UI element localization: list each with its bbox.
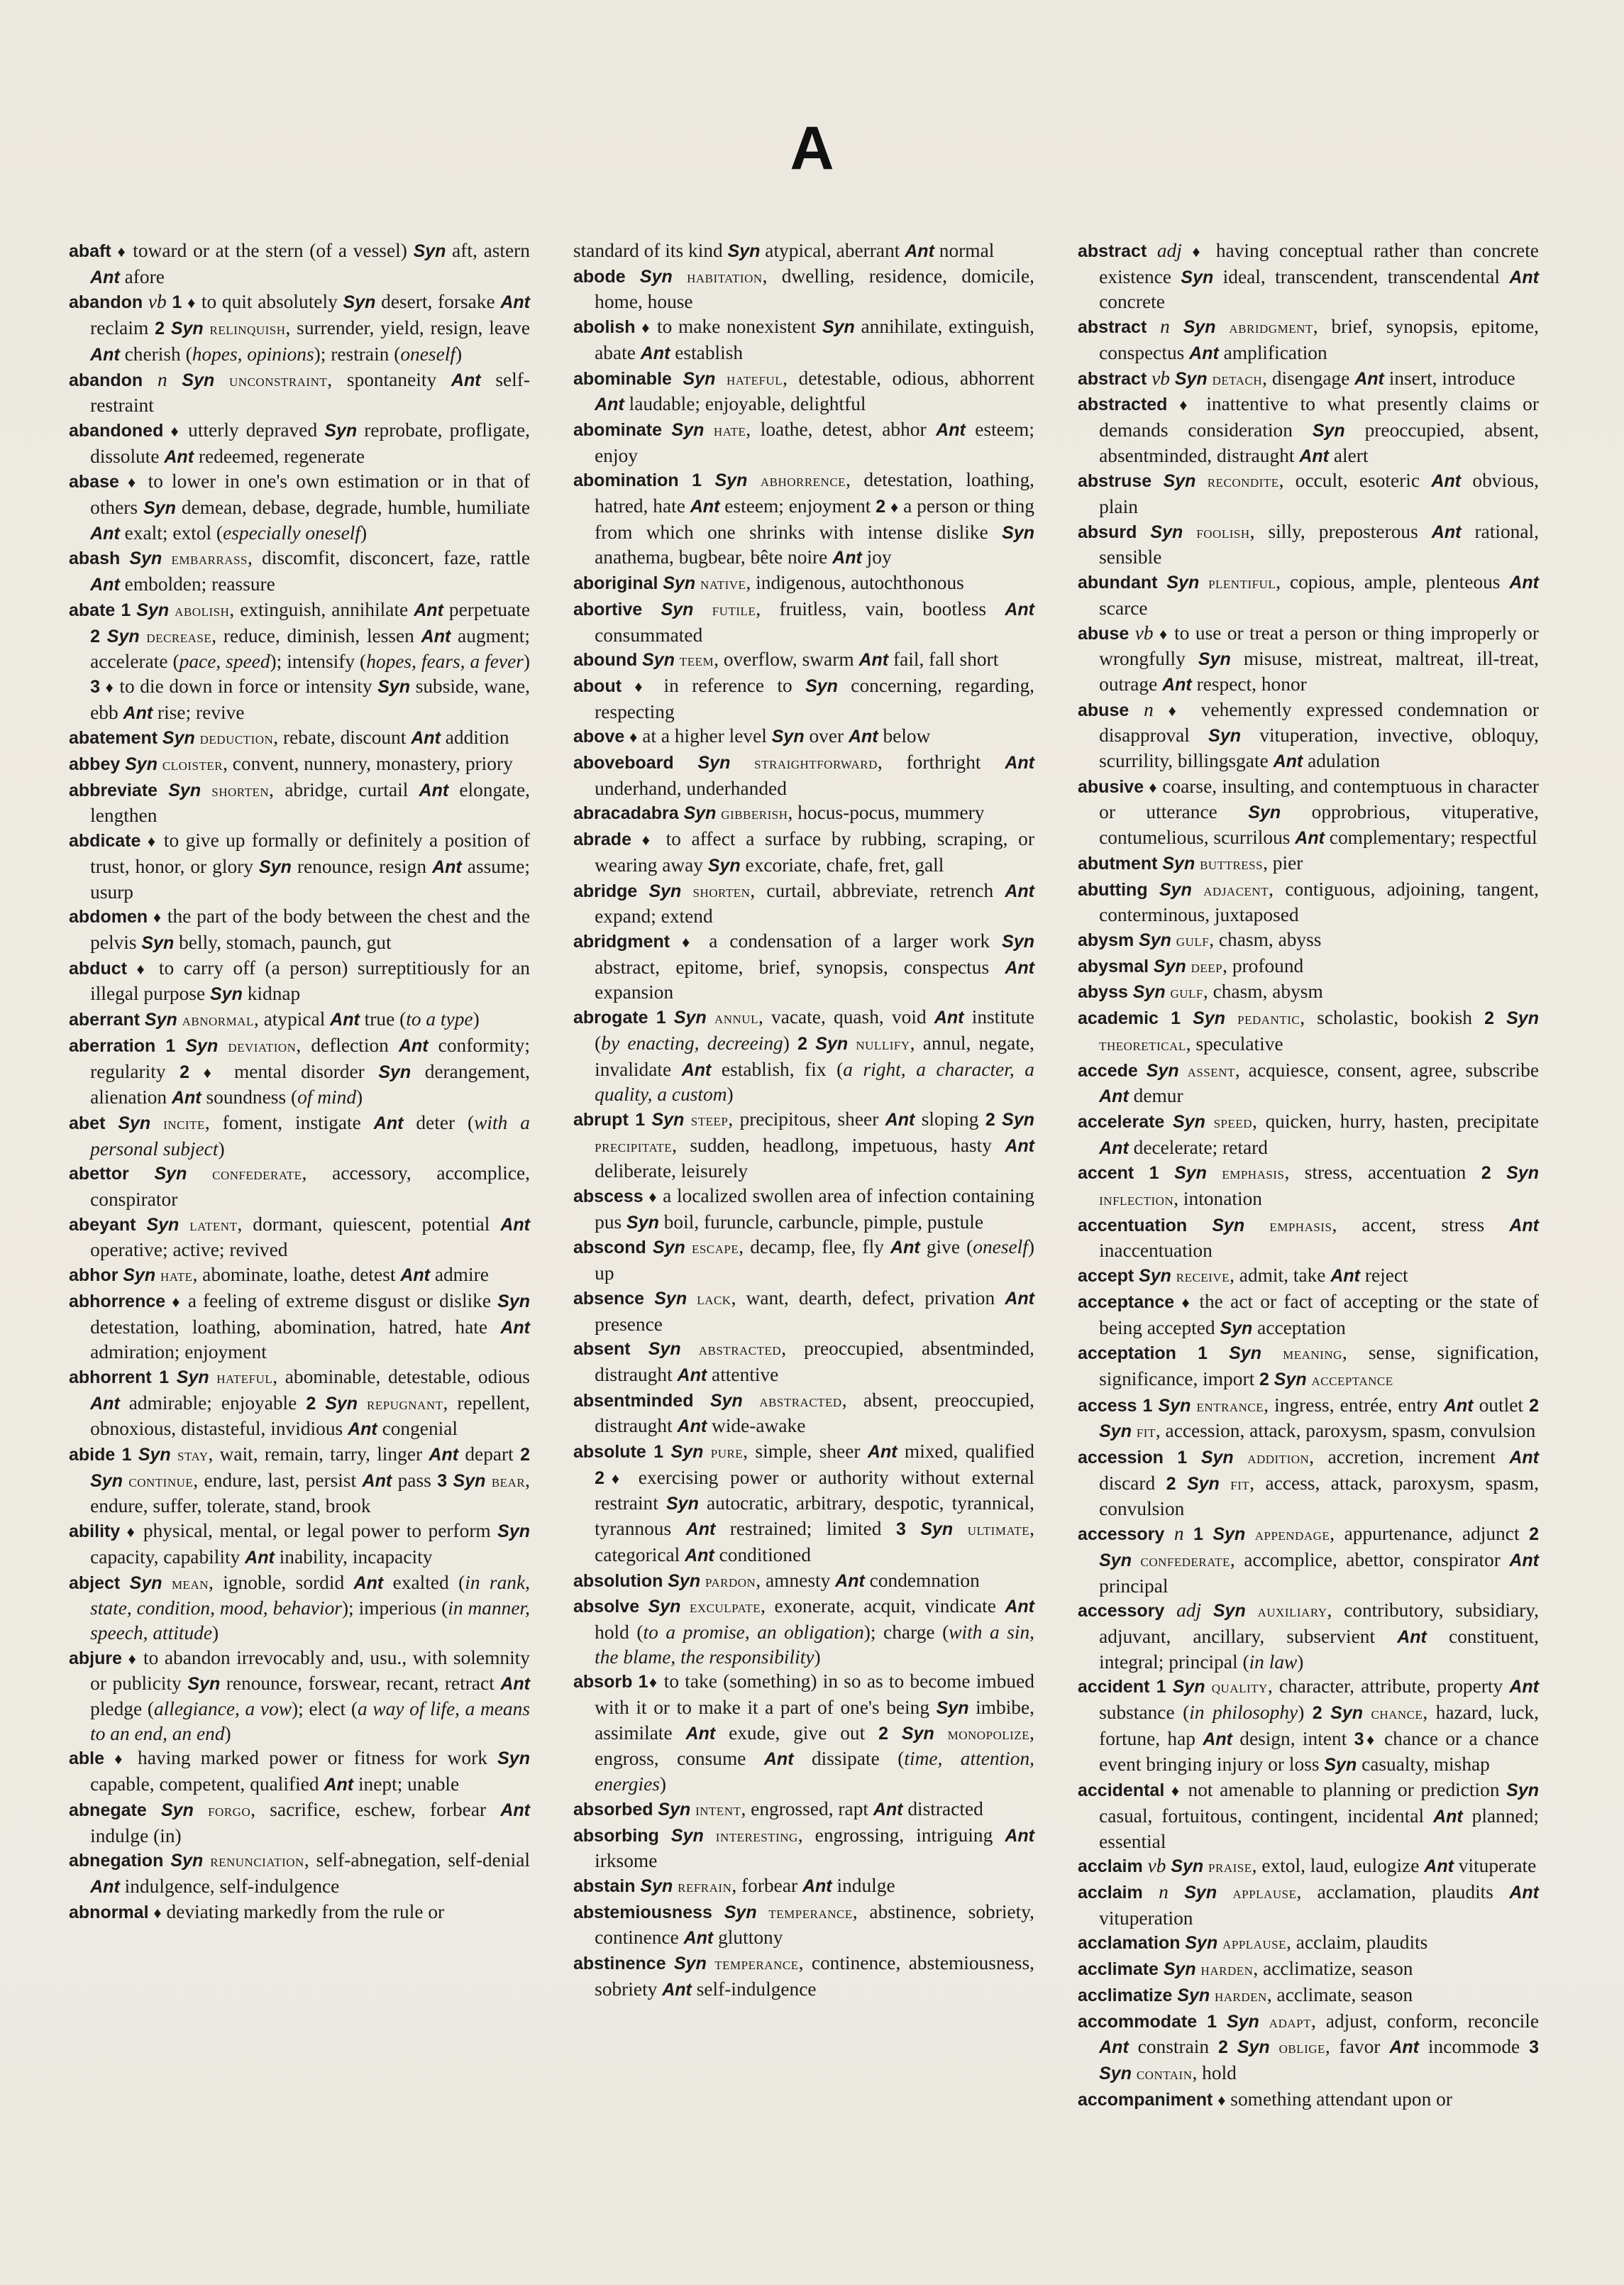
dictionary-entry: abysm Syn gulf, chasm, abyss <box>1078 928 1322 950</box>
dictionary-entry: abolish ♦ to make nonexistent Syn annihilate, extinguish, abate Ant establish <box>573 316 1034 363</box>
dictionary-entry: abstinence Syn temperance, continence, abstemiousness, sobriety Ant self-indulgence <box>573 1952 1034 2000</box>
entry-column-1 <box>69 238 530 1925</box>
dictionary-entry: aberration 1 Syn deviation, deflection Ant conformity; regularity 2 ♦ mental disorder Syn derangement, alienation Ant soundness (of mind) <box>69 1034 530 1108</box>
dictionary-entry: abominable Syn hateful, detestable, odious, abhorrent Ant laudable; enjoyable, delightful <box>573 367 1034 415</box>
dictionary-entry: absorb 1♦ to take (something) in so as to become imbued with it or to make it a part of one's being Syn imbibe, assimilate Ant exude, give out 2 Syn monopolize, engross, consume Ant dissipate (time, attention, energies) <box>573 1670 1035 1795</box>
dictionary-entry: about ♦ in reference to Syn concerning, regarding, respecting <box>573 674 1034 722</box>
dictionary-entry: abandoned ♦ utterly depraved Syn reprobate, profligate, dissolute Ant redeemed, regenerate <box>69 419 530 467</box>
dictionary-entry: abscond Syn escape, decamp, flee, fly Ant give (oneself) up <box>573 1236 1034 1284</box>
dictionary-entry: abomination 1 Syn abhorrence, detestation, loathing, hatred, hate Ant esteem; enjoyment 2 ♦ a person or thing from which one shrinks with intense dislike Syn anathema, bugbear, bête noire Ant joy <box>573 469 1034 568</box>
dictionary-entry: abound Syn teem, overflow, swarm Ant fail, fall short <box>573 649 999 671</box>
dictionary-entry: aboriginal Syn native, indigenous, autochthonous <box>573 572 964 594</box>
dictionary-entry: abstract adj ♦ having conceptual rather than concrete existence Syn ideal, transcendent, transcendental Ant concrete <box>1078 240 1540 313</box>
dictionary-entry: abash Syn embarrass, discomfit, disconcert, faze, rattle Ant embolden; reassure <box>69 547 530 595</box>
dictionary-entry: absolution Syn pardon, amnesty Ant condemnation <box>573 1569 980 1591</box>
dictionary-entry: abode Syn habitation, dwelling, residence, domicile, home, house <box>573 265 1034 313</box>
dictionary-entry: acceptance ♦ the act or fact of accepting or the state of being accepted Syn acceptation <box>1078 1290 1539 1338</box>
dictionary-entry: absurd Syn foolish, silly, preposterous Ant rational, sensible <box>1078 520 1539 568</box>
dictionary-entry: abrogate 1 Syn annul, vacate, quash, void Ant institute (by enacting, decreeing) 2 Syn nullify, annul, negate, invalidate Ant establish, fix (a right, a character, a quality, a custom) <box>573 1006 1034 1106</box>
dictionary-entry: abuse vb ♦ to use or treat a person or thing improperly or wrongfully Syn misuse, mistreat, maltreat, ill-treat, outrage Ant respect, honor <box>1078 622 1539 695</box>
dictionary-entry: able ♦ having marked power or fitness for work Syn capable, competent, qualified Ant inept; unable <box>69 1747 530 1795</box>
dictionary-entry: accidental ♦ not amenable to planning or prediction Syn casual, fortuitous, contingent, incidental Ant planned; essential <box>1078 1779 1539 1852</box>
dictionary-entry: absolute 1 Syn pure, simple, sheer Ant mixed, qualified 2♦ exercising power or authority without external restraint Syn autocratic, arbitrary, despotic, tyrannical, tyrannous Ant restrained; limited 3 Syn ultimate, categorical Ant conditioned <box>573 1441 1034 1565</box>
dictionary-entry: accessory n 1 Syn appendage, appurtenance, adjunct 2 Syn confederate, accomplice, abettor, conspirator Ant principal <box>1078 1523 1539 1597</box>
dictionary-entry: abnormal ♦ deviating markedly from the rule or <box>69 1900 445 1922</box>
dictionary-entry: accident 1 Syn quality, character, attribute, property Ant substance (in philosophy) 2 Syn chance, hazard, luck, fortune, hap Ant design, intent 3♦ chance or a chance event bringing injury or loss Syn casualty, mishap <box>1078 1675 1540 1775</box>
dictionary-entry: abysmal Syn deep, profound <box>1078 954 1304 976</box>
dictionary-entry: abracadabra Syn gibberish, hocus-pocus, mummery <box>573 802 985 824</box>
dictionary-entry: absence Syn lack, want, dearth, defect, privation Ant presence <box>573 1287 1034 1335</box>
dictionary-entry: accessory adj Syn auxiliary, contributory, subsidiary, adjuvant, ancillary, subservient Ant constituent, integral; principal (in law) <box>1078 1600 1539 1673</box>
dictionary-entry: abyss Syn gulf, chasm, abysm <box>1078 981 1323 1003</box>
dictionary-entry: abhorrent 1 Syn hateful, abominable, detestable, odious Ant admirable; enjoyable 2 Syn repugnant, repellent, obnoxious, distasteful, invidious Ant congenial <box>69 1365 530 1440</box>
dictionary-entry: abbey Syn cloister, convent, nunnery, monastery, priory <box>69 753 513 775</box>
entry-column-2 <box>573 238 1034 2003</box>
dictionary-entry: abject Syn mean, ignoble, sordid Ant exalted (in rank, state, condition, mood, behavior); imperious (in manner, speech, attitude) <box>69 1571 530 1643</box>
dictionary-entry: abandon vb 1 ♦ to quit absolutely Syn desert, forsake Ant reclaim 2 Syn relinquish, surrender, yield, resign, leave Ant cherish (hopes, opinions); restrain (oneself) <box>69 291 530 365</box>
dictionary-entry: abduct ♦ to carry off (a person) surreptitiously for an illegal purpose Syn kidnap <box>69 957 530 1005</box>
dictionary-entry: abstemiousness Syn temperance, abstinence, sobriety, continence Ant gluttony <box>573 1900 1034 1949</box>
dictionary-entry: abutting Syn adjacent, contiguous, adjoining, tangent, conterminous, juxtaposed <box>1078 878 1539 926</box>
dictionary-entry: acclimate Syn harden, acclimatize, season <box>1078 1958 1413 1980</box>
dictionary-entry: abstracted ♦ inattentive to what presently claims or demands consideration Syn preoccupied, absent, absentminded, distraught Ant alert <box>1078 393 1539 466</box>
dictionary-entry: abhor Syn hate, abominate, loathe, detest Ant admire <box>69 1264 489 1286</box>
dictionary-entry: abortive Syn futile, fruitless, vain, bootless Ant consummated <box>573 598 1034 646</box>
dictionary-entry: abrade ♦ to affect a surface by rubbing, scraping, or wearing away Syn excoriate, chafe, fret, gall <box>573 828 1035 876</box>
dictionary-entry: absent Syn abstracted, preoccupied, absentminded, distraught Ant attentive <box>573 1338 1034 1385</box>
dictionary-entry: accept Syn receive, admit, take Ant reject <box>1078 1265 1408 1287</box>
dictionary-entry: accompaniment ♦ something attendant upon or <box>1078 2088 1452 2110</box>
dictionary-entry: abstruse Syn recondite, occult, esoteric Ant obvious, plain <box>1078 470 1539 518</box>
dictionary-entry: abet Syn incite, foment, instigate Ant deter (with a personal subject) <box>69 1111 530 1160</box>
dictionary-entry: accede Syn assent, acquiesce, consent, agree, subscribe Ant demur <box>1078 1059 1539 1107</box>
dictionary-entry: above ♦ at a higher level Syn over Ant below <box>573 725 931 747</box>
dictionary-entry: abominate Syn hate, loathe, detest, abhor Ant esteem; enjoy <box>573 418 1034 466</box>
dictionary-entry: acclimatize Syn harden, acclimate, season <box>1078 1983 1413 2005</box>
dictionary-entry: accentuation Syn emphasis, accent, stress Ant inaccentuation <box>1078 1213 1539 1262</box>
dictionary-entry: abbreviate Syn shorten, abridge, curtail Ant elongate, lengthen <box>69 778 530 827</box>
dictionary-entry: access 1 Syn entrance, ingress, entrée, entry Ant outlet 2 Syn fit, accession, attack, paroxysm, spasm, convulsion <box>1078 1394 1539 1442</box>
entry-column-3 <box>1078 238 1539 2113</box>
dictionary-entry: abjure ♦ to abandon irrevocably and, usu., with solemnity or publicity Syn renounce, forswear, recant, retract Ant pledge (allegiance, a vow); elect (a way of life, a means to an end, an end) <box>69 1646 530 1744</box>
dictionary-entry: standard of its kind Syn atypical, aberrant Ant normal <box>573 240 995 261</box>
dictionary-entry: abase ♦ to lower in one's own estimation or in that of others Syn demean, debase, degrade, humble, humiliate Ant exalt; extol (especially oneself) <box>69 470 530 544</box>
dictionary-entry: abaft ♦ toward or at the stern (of a vessel) Syn aft, astern Ant afore <box>69 240 530 287</box>
dictionary-entry: abstract n Syn abridgment, brief, synopsis, epitome, conspectus Ant amplification <box>1078 316 1539 363</box>
dictionary-entry: abscess ♦ a localized swollen area of infection containing pus Syn boil, furuncle, carbuncle, pimple, pustule <box>573 1185 1034 1233</box>
section-letter: A <box>790 114 834 182</box>
dictionary-entry: accelerate Syn speed, quicken, hurry, hasten, precipitate Ant decelerate; retard <box>1078 1110 1539 1158</box>
dictionary-entry: abrupt 1 Syn steep, precipitous, sheer Ant sloping 2 Syn precipitate, sudden, headlong, impetuous, hasty Ant deliberate, leisurely <box>573 1108 1034 1182</box>
dictionary-entry: abstain Syn refrain, forbear Ant indulge <box>573 1875 895 1896</box>
dictionary-entry: abuse n ♦ vehemently expressed condemnation or disapproval Syn vituperation, invective, obloquy, scurrility, billingsgate Ant adulation <box>1078 698 1539 772</box>
dictionary-entry: acceptation 1 Syn meaning, sense, signification, significance, import 2 Syn acceptance <box>1078 1342 1539 1389</box>
dictionary-entry: acclaim n Syn applause, acclamation, plaudits Ant vituperation <box>1078 1881 1539 1929</box>
dictionary-entry: abatement Syn deduction, rebate, discount Ant addition <box>69 727 509 749</box>
dictionary-entry: accent 1 Syn emphasis, stress, accentuation 2 Syn inflection, intonation <box>1078 1162 1539 1210</box>
dictionary-entry: aboveboard Syn straightforward, forthright Ant underhand, underhanded <box>573 751 1034 799</box>
dictionary-entry: absolve Syn exculpate, exonerate, acquit, vindicate Ant hold (to a promise, an obligation); charge (with a sin, the blame, the responsibility) <box>573 1595 1035 1668</box>
dictionary-entry: abstract vb Syn detach, disengage Ant insert, introduce <box>1078 367 1515 389</box>
dictionary-entry: abridgment ♦ a condensation of a larger work Syn abstract, epitome, brief, synopsis, conspectus Ant expansion <box>573 930 1035 1003</box>
dictionary-entry: abdomen ♦ the part of the body between the chest and the pelvis Syn belly, stomach, paunch, gut <box>69 905 530 953</box>
dictionary-entry: acclamation Syn applause, acclaim, plaudits <box>1078 1932 1428 1954</box>
dictionary-entry: abeyant Syn latent, dormant, quiescent, potential Ant operative; active; revived <box>69 1213 530 1261</box>
dictionary-entry: abandon n Syn unconstraint, spontaneity Ant self-restraint <box>69 368 530 417</box>
dictionary-entry: abnegate Syn forgo, sacrifice, eschew, forbear Ant indulge (in) <box>69 1798 530 1846</box>
dictionary-entry: ability ♦ physical, mental, or legal power to perform Syn capacity, capability Ant inability, incapacity <box>69 1520 530 1568</box>
dictionary-entry: abate 1 Syn abolish, extinguish, annihilate Ant perpetuate 2 Syn decrease, reduce, diminish, lessen Ant augment; accelerate (pace, speed); intensify (hopes, fears, a fever) 3 ♦ to die down in force or intensity Syn subside, wane, ebb Ant rise; revive <box>69 598 531 723</box>
dictionary-entry: absorbed Syn intent, engrossed, rapt Ant distracted <box>573 1797 983 1819</box>
dictionary-entry: abdicate ♦ to give up formally or definitely a position of trust, honor, or glory Syn renounce, resign Ant assume; usurp <box>69 830 530 903</box>
dictionary-entry: abusive ♦ coarse, insulting, and contemptuous in character or utterance Syn opprobrious, vituperative, contumelious, scurrilous Ant complementary; respectful <box>1078 775 1539 849</box>
dictionary-entry: accession 1 Syn addition, accretion, increment Ant discard 2 Syn fit, access, attack, paroxysm, spasm, convulsion <box>1078 1446 1539 1520</box>
dictionary-entry: accommodate 1 Syn adapt, adjust, conform, reconcile Ant constrain 2 Syn oblige, favor Ant incommode 3 Syn contain, hold <box>1078 2010 1539 2083</box>
dictionary-entry: abide 1 Syn stay, wait, remain, tarry, linger Ant depart 2 Syn continue, endure, last, persist Ant pass 3 Syn bear, endure, suffer, tolerate, stand, brook <box>69 1443 531 1517</box>
dictionary-entry: abridge Syn shorten, curtail, abbreviate, retrench Ant expand; extend <box>573 879 1034 927</box>
dictionary-entry: abundant Syn plentiful, copious, ample, plenteous Ant scarce <box>1078 571 1539 619</box>
dictionary-entry: absorbing Syn interesting, engrossing, intriguing Ant irksome <box>573 1824 1034 1872</box>
dictionary-entry: abnegation Syn renunciation, self-abnegation, self-denial Ant indulgence, self-indulgence <box>69 1849 530 1897</box>
dictionary-entry: abhorrence ♦ a feeling of extreme disgust or dislike Syn detestation, loathing, abomination, hatred, hate Ant admiration; enjoyment <box>69 1289 530 1363</box>
dictionary-entry: academic 1 Syn pedantic, scholastic, bookish 2 Syn theoretical, speculative <box>1078 1007 1539 1055</box>
dictionary-entry: abutment Syn buttress, pier <box>1078 852 1303 874</box>
dictionary-entry: abettor Syn confederate, accessory, accomplice, conspirator <box>69 1162 530 1211</box>
dictionary-entry: acclaim vb Syn praise, extol, laud, eulogize Ant vituperate <box>1078 1855 1537 1877</box>
dictionary-entry: absentminded Syn abstracted, absent, preoccupied, distraught Ant wide-awake <box>573 1389 1034 1437</box>
dictionary-entry: aberrant Syn abnormal, atypical Ant true (to a type) <box>69 1008 480 1030</box>
